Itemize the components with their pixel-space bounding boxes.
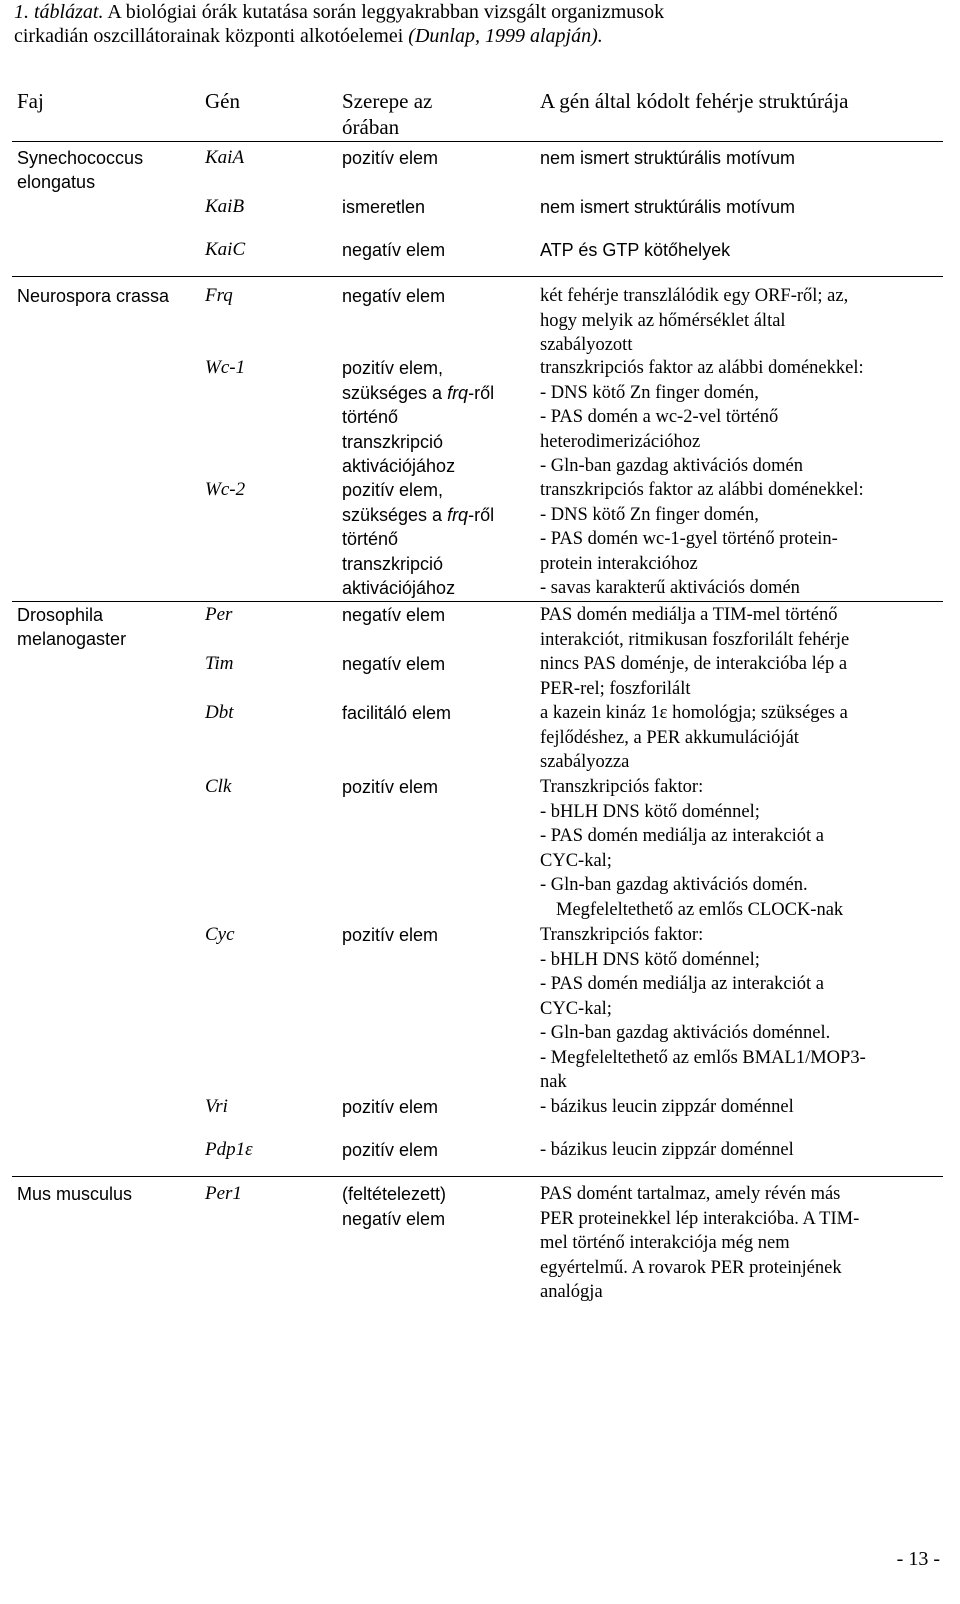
role-line: történő [342,407,399,427]
structure-wc2 [540,478,940,601]
structure-line: - bHLH DNS kötő doménnel; [540,949,760,970]
role-line: aktivációjához [342,578,456,598]
role-kaia: pozitív elem [342,148,439,168]
section-rule-drosophila [12,601,943,602]
structure-line: - PAS domén wc-1-gyel történő protein- [540,529,838,549]
structure-clk [540,775,940,922]
organism-mus-musculus: Mus musculus [17,1184,133,1204]
gene-vri: Vri [205,1096,228,1117]
structure-line: - DNS kötő Zn finger domén, [540,504,759,525]
gene-clk: Clk [205,776,232,797]
structure-line: PER-rel; foszforilált [540,678,691,699]
structure-line: - PAS domén a wc-2-vel történő [540,407,779,427]
organism-drosophila [17,603,192,651]
structure-line: - Gln-ban gazdag aktivációs domén [540,456,804,476]
role-text: szükséges a [342,504,448,525]
structure-line: PAS domén mediálja a TIM-mel történő [540,605,838,625]
header-rule [12,141,943,142]
gene-cyc: Cyc [205,924,235,945]
caption-title-2: cirkadián oszcillátorainak központi alkotóelemei [14,25,404,47]
structure-dbt [540,701,940,775]
role-tim: negatív elem [342,654,446,674]
organism-name-line-2: elongatus [17,172,96,192]
structure-line: protein interakcióhoz [540,553,698,574]
structure-line: - savas karakterű aktivációs domén [540,578,800,598]
structure-line: Transzkripciós faktor: [540,777,704,797]
role-line: történő [342,529,399,549]
structure-line: analógja [540,1282,603,1302]
gene-reference: frq [447,382,469,403]
role-line: pozitív elem, [342,480,444,500]
role-cyc: pozitív elem [342,925,439,945]
structure-line: - PAS domén mediálja az interakciót a [540,826,824,846]
structure-kaia: nem ismert struktúrális motívum [540,148,796,168]
structure-kaib: nem ismert struktúrális motívum [540,197,796,217]
structure-vri: - bázikus leucin zippzár doménnel [540,1097,794,1117]
role-line: pozitív elem, [342,358,444,378]
organism-name-line-2: melanogaster [17,629,127,649]
organism-synechococcus [17,146,192,194]
structure-line: hogy melyik az hőmérséklet által [540,310,786,331]
structure-line: - DNS kötő Zn finger domén, [540,382,759,403]
structure-kaic: ATP és GTP kötőhelyek [540,240,731,260]
structure-line: PAS domént tartalmaz, amely révén más [540,1184,841,1204]
role-pdp1: pozitív elem [342,1140,439,1160]
caption-source: (Dunlap, 1999 alapján). [408,25,603,47]
organism-neurospora: Neurospora crassa [17,286,170,306]
structure-line: - Gln-ban gazdag aktivációs doménnel. [540,1023,831,1043]
structure-line: CYC-kal; [540,998,612,1019]
role-line: (feltételezett) [342,1184,447,1204]
table-caption [14,0,944,48]
structure-line: heterodimerizációhoz [540,431,701,452]
gene-wc1: Wc-1 [205,357,246,378]
role-dbt: facilitáló elem [342,703,452,723]
role-kaib: ismeretlen [342,197,426,217]
structure-line: fejlődéshez, a PER akkumulációját [540,727,799,748]
structure-line: Megfeleltethető az emlős CLOCK-nak [556,899,844,920]
structure-line: interakciót, ritmikusan foszforilált fehérje [540,629,850,650]
structure-line: nincs PAS doménje, de interakcióba lép a [540,654,848,674]
structure-pdp1: - bázikus leucin zippzár doménnel [540,1140,794,1160]
caption-line-2 [14,24,944,48]
gene-wc2: Wc-2 [205,479,246,500]
header-gene: Gén [205,89,240,113]
structure-per1 [540,1182,940,1305]
structure-line: - PAS domén mediálja az interakciót a [540,974,824,994]
structure-line: transzkripciós faktor az alábbi doménekkel: [540,358,864,378]
gene-tim: Tim [205,653,234,674]
gene-pdp1: Pdp1ε [205,1139,253,1160]
structure-line: egyértelmű. A rovarok PER proteinjének [540,1257,842,1278]
structure-line: két fehérje transzlálódik egy ORF-ről; az, [540,286,849,306]
structure-line: szabályozza [540,752,630,772]
role-text: -ről [468,382,495,403]
gene-per1: Per1 [205,1183,242,1204]
gene-kaic: KaiC [205,239,246,260]
structure-tim [540,652,940,701]
section-rule-mus [12,1176,943,1177]
role-text: szükséges a [342,382,448,403]
caption-table-number: 1. táblázat. [14,1,104,23]
role-line: negatív elem [342,1208,446,1229]
role-vri: pozitív elem [342,1097,439,1117]
header-role [342,88,492,140]
structure-frq [540,284,940,358]
header-role-line-1: Szerepe az [342,89,433,113]
caption-line-1 [14,0,944,24]
structure-line: szabályozott [540,335,633,355]
role-line [342,381,532,406]
structure-line: - Megfeleltethető az emlős BMAL1/MOP3- [540,1047,866,1068]
header-role-line-2: órában [342,115,400,139]
role-wc2 [342,478,532,601]
page-number: - 13 - [896,1548,940,1570]
caption-title-1: A biológiai órák kutatása során leggyakrabban vizsgált organizmusok [107,1,665,23]
structure-line: PER proteinekkel lép interakcióba. A TIM- [540,1208,860,1229]
organism-name-line-1: Drosophila [17,605,104,625]
gene-per: Per [205,604,233,625]
role-line [342,503,532,528]
gene-dbt: Dbt [205,702,234,723]
structure-line: CYC-kal; [540,850,612,871]
role-line: aktivációjához [342,456,456,476]
role-line: transzkripció [342,431,444,452]
organism-name-line-1: Synechococcus [17,148,144,168]
structure-cyc [540,923,940,1095]
structure-per [540,603,940,652]
role-clk: pozitív elem [342,777,439,797]
structure-line: - bHLH DNS kötő doménnel; [540,801,760,822]
structure-line: nak [540,1072,567,1092]
structure-wc1 [540,356,940,479]
role-kaic: negatív elem [342,240,446,260]
gene-kaia: KaiA [205,147,245,168]
section-rule-neurospora [12,276,943,277]
role-per: negatív elem [342,605,446,625]
header-structure: A gén által kódolt fehérje struktúrája [540,89,849,113]
role-frq: negatív elem [342,286,446,306]
role-text: -ről [468,504,495,525]
header-organism: Faj [17,89,44,113]
structure-line: Transzkripciós faktor: [540,925,704,945]
gene-frq: Frq [205,285,233,306]
role-line: transzkripció [342,553,444,574]
role-per1 [342,1182,532,1231]
structure-line: mel történő interakciója még nem [540,1233,790,1253]
role-wc1 [342,356,532,479]
structure-line: a kazein kináz 1ε homológja; szükséges a [540,703,848,723]
gene-kaib: KaiB [205,196,245,217]
structure-line: - Gln-ban gazdag aktivációs domén. [540,875,808,895]
structure-line: transzkripciós faktor az alábbi doménekkel: [540,480,864,500]
gene-reference: frq [447,504,469,525]
